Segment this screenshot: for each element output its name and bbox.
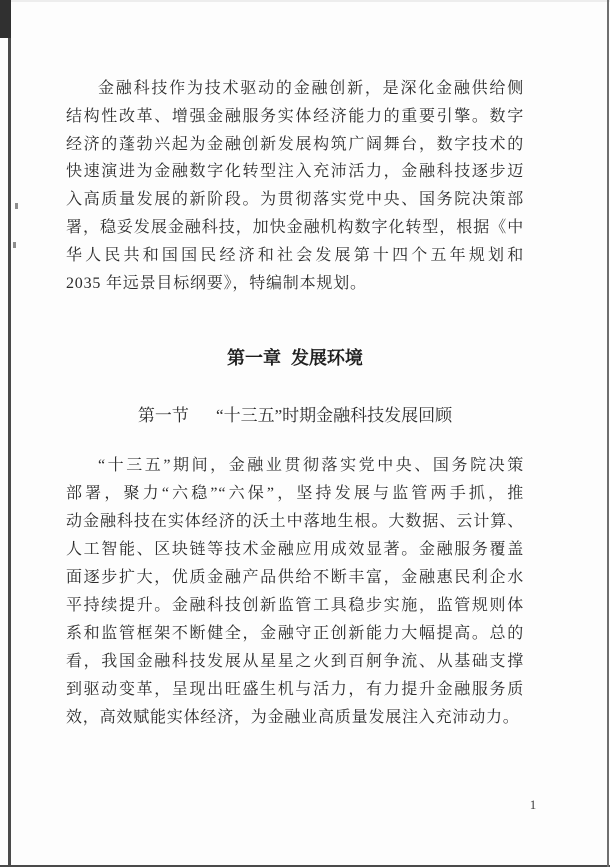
scan-edge-right bbox=[607, 0, 609, 867]
section-number: 第一节 bbox=[137, 406, 189, 425]
chapter-heading bbox=[66, 344, 524, 370]
paragraph-line: 系和监管框架不断健全，金融守正创新能力大幅提高。总的 bbox=[66, 625, 524, 642]
section-heading bbox=[66, 401, 524, 426]
paragraph-line: 署，稳妥发展金融科技，加快金融机构数字化转型，根据《中 bbox=[66, 218, 524, 236]
paragraph-line: 看，我国金融科技发展从星星之火到百舸争流、从基础支撑 bbox=[66, 653, 524, 670]
scan-corner-mark bbox=[0, 0, 11, 38]
scan-speck bbox=[15, 203, 18, 209]
body-paragraph-1 bbox=[66, 75, 524, 297]
paragraph-line: 华人民共和国国民经济和社会发展第十四个五年规划和 bbox=[66, 246, 524, 264]
chapter-number: 第一章 bbox=[227, 348, 282, 368]
paragraph-line: “十三五”期间，金融业贯彻落实党中央、国务院决策 bbox=[98, 457, 524, 474]
paragraph-line: 动金融科技在实体经济的沃土中落地生根。大数据、云计算、 bbox=[66, 513, 524, 530]
paragraph-line: 金融科技作为技术驱动的金融创新，是深化金融供给侧 bbox=[98, 80, 524, 97]
paragraph-line: 到驱动变革，呈现出旺盛生机与活力，有力提升金融服务质 bbox=[66, 681, 524, 698]
paragraph-line: 入高质量发展的新阶段。为贯彻落实党中央、国务院决策部 bbox=[66, 191, 524, 209]
paragraph-line: 结构性改革、增强金融服务实体经济能力的重要引擎。数字 bbox=[66, 107, 524, 125]
page-number: 1 bbox=[529, 797, 537, 812]
paragraph-line: 部署，聚力“六稳”“六保”，坚持发展与监管两手抓，推 bbox=[66, 485, 524, 502]
scan-edge-left bbox=[8, 0, 11, 867]
paragraph-line: 效，高效赋能实体经济，为金融业高质量发展注入充沛动力。 bbox=[66, 709, 520, 726]
chapter-title: 发展环境 bbox=[290, 348, 363, 368]
paragraph-line: 快速演进为金融数字化转型注入充沛活力，金融科技逐步迈 bbox=[66, 163, 524, 181]
section-title: “十三五”时期金融科技发展回顾 bbox=[216, 406, 453, 425]
paragraph-line: 平持续提升。金融科技创新监管工具稳步实施，监管规则体 bbox=[66, 597, 524, 614]
scan-speck bbox=[13, 242, 16, 248]
paragraph-line: 经济的蓬勃兴起为金融创新发展构筑广阔舞台，数字技术的 bbox=[66, 135, 524, 153]
body-paragraph-2 bbox=[66, 452, 524, 732]
paragraph-line: 2035 年远景目标纲要》，特编制本规划。 bbox=[66, 274, 367, 292]
paragraph-line: 人工智能、区块链等技术金融应用成效显著。金融服务覆盖 bbox=[66, 541, 524, 558]
paragraph-line: 面逐步扩大，优质金融产品供给不断丰富，金融惠民利企水 bbox=[66, 569, 524, 586]
scan-edge-top bbox=[0, 0, 610, 2]
